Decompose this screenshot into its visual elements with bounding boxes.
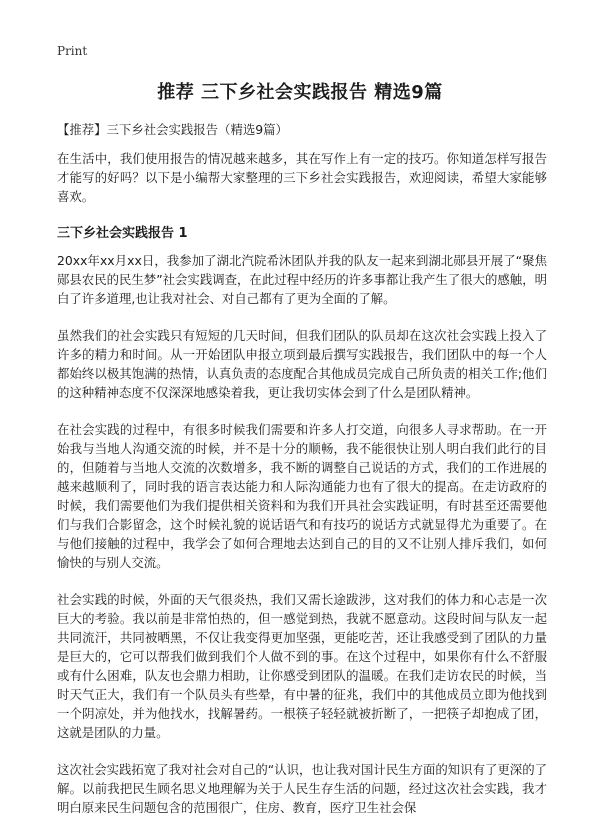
intro-paragraph: 在生活中，我们使用报告的情况越来越多，其在写作上有一定的技巧。你知道怎样写报告才能写的好吗？以下是小编帮大家整理的三下乡社会实践报告，欢迎阅读，希望大家能够喜欢。 xyxy=(57,151,547,204)
body-paragraph: 在社会实践的过程中，有很多时候我们需要和许多人打交道，向很多人寻求帮助。在一开始我与当地人沟通交流的时候，并不是十分的顺畅，我不能很快让别人明白我们此行的目的，但随着与当地人交流的次数增多，我不断的调整自己说话的方式，我们的工作进展的越来越顺利了，同时我的语言表达能力和人际沟通能力也有了很大的提高。在走访政府的时候，我们需要他们为我们提供相关资料和为我们开具社会实践证明，有时甚至还需要他们与我们合影留念，这个时候礼貌的说话语气和有技巧的说话方式就显得尤为重要了。在与他们接触的过程中，我学会了如何合理地去达到自己的目的又不让别人排斥我们，如何愉快的与别人交流。 xyxy=(57,422,547,570)
body-paragraph: 虽然我们的社会实践只有短短的几天时间，但我们团队的队员却在这次社会实践上投入了许多的精力和时间。从一开始团队申报立项到最后撰写实践报告，我们团队中的每一个人都始终以极其饱满的热情，认真负责的态度配合其他成员完成自己所负责的相关工作;他们的这种精神态度不仅深深地感染着我，更让我切实体会到了什么是团队精神。 xyxy=(57,328,547,400)
print-link[interactable]: Print xyxy=(57,44,88,58)
body-paragraph: 20xx年xx月xx日，我参加了湖北汽院希沐团队并我的队友一起来到湖北郧县开展了“聚焦郧县农民的民生梦”社会实践调查，在此过程中经历的许多事都让我产生了很大的感触，明白了许多道理,也让我对社会、对自己都有了更为全面的了解。 xyxy=(57,253,547,306)
document-title: 推荐 三下乡社会实践报告 精选9篇 xyxy=(157,82,443,103)
document-body xyxy=(57,120,547,828)
body-paragraph: 这次社会实践拓宽了我对社会对自己的“认识，也让我对国计民生方面的知识有了更深的了解。以前我把民生顾名思义地理解为关于人民生存生活的问题，经过这次社会实践，我才明白原来民生问题包含的范围很广，住房、教育，医疗卫生社会保 xyxy=(57,762,547,815)
document-subtitle: 【推荐】三下乡社会实践报告（精选9篇） xyxy=(57,122,288,137)
body-paragraph: 社会实践的时候，外面的天气很炎热，我们又需长途跋涉，这对我们的体力和心志是一次巨大的考验。我以前是非常怕热的，但一感觉到热，我就不愿意动。这段时间与队友一起共同流汗，共同被晒黑，不仅让我变得更加坚强，更能吃苦，还让我感受到了团队的力量是巨大的，它可以帮我们做到我们个人做不到的事。在这个过程中，如果你有什么不舒服或有什么困难，队友也会鼎力相助，让你感受到团队的温暖。在我们走访农民的时候，当时天气正大，我们有一个队员头有些晕，有中暑的征兆，我们中的其他成员立即为他找到一个阴凉处，并为他找水，找解暑药。一根筷子轻轻就被折断了，一把筷子却抱成了团，这就是团队的力量。 xyxy=(57,592,547,740)
section-heading: 三下乡社会实践报告 1 xyxy=(57,226,188,241)
